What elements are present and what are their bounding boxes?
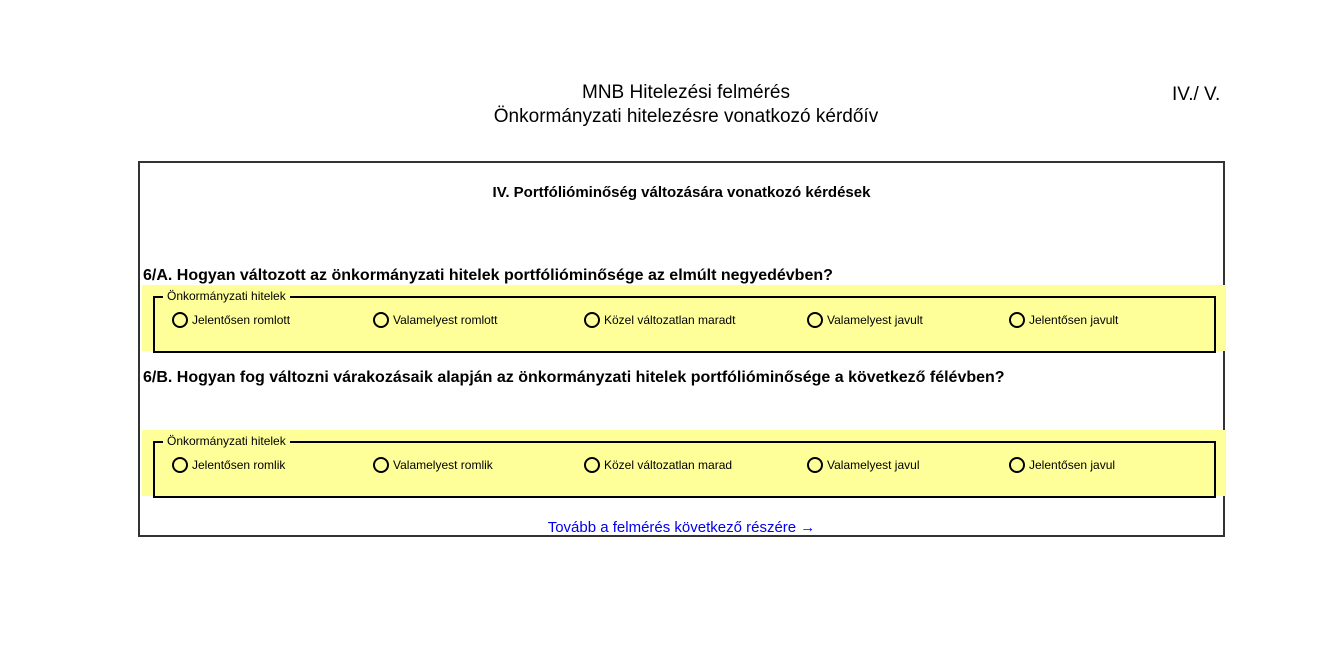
radio-icon[interactable]: [1009, 312, 1025, 328]
option-label: Valamelyest romlik: [393, 458, 493, 472]
page-indicator: IV./ V.: [1172, 84, 1221, 105]
option-label: Valamelyest javul: [827, 458, 920, 472]
group-label: Önkormányzati hitelek: [163, 433, 290, 449]
question-6a-band: [142, 285, 1226, 351]
radio-option-6a-2[interactable]: [373, 312, 497, 328]
option-label: Jelentősen javult: [1029, 313, 1119, 327]
radio-option-6a-1[interactable]: [172, 312, 290, 328]
question-6b-group: [153, 434, 1216, 498]
radio-icon[interactable]: [373, 457, 389, 473]
question-6b-band: [142, 430, 1226, 496]
option-label: Közel változatlan marad: [604, 458, 733, 472]
next-section-link[interactable]: Tovább a felmérés következő részére →: [547, 519, 816, 536]
option-label: Jelentősen romlik: [192, 458, 286, 472]
radio-icon[interactable]: [807, 312, 823, 328]
radio-option-6b-3[interactable]: [584, 457, 732, 473]
radio-option-6a-4[interactable]: [807, 312, 923, 328]
radio-icon[interactable]: [172, 312, 188, 328]
question-6a-group: [153, 289, 1216, 353]
option-label: Valamelyest javult: [827, 313, 923, 327]
radio-icon[interactable]: [172, 457, 188, 473]
option-label: Jelentősen romlott: [192, 313, 291, 327]
radio-option-6b-1[interactable]: [172, 457, 285, 473]
question-frame: [138, 161, 1225, 537]
radio-option-6a-5[interactable]: [1009, 312, 1118, 328]
question-6b-text: 6/B. Hogyan fog változni várakozásaik alapján az önkormányzati hitelek portfólióminősége a következő félévben?: [143, 369, 1005, 386]
question-6a-text: 6/A. Hogyan változott az önkormányzati hitelek portfólióminősége az elmúlt negyedévben?: [143, 267, 833, 284]
radio-icon[interactable]: [1009, 457, 1025, 473]
section-title: IV. Portfólióminőség változására vonatkozó kérdések: [492, 184, 871, 201]
survey-subtitle: Önkormányzati hitelezésre vonatkozó kérdőív: [493, 106, 879, 127]
option-label: Közel változatlan maradt: [604, 313, 736, 327]
radio-option-6b-2[interactable]: [373, 457, 493, 473]
radio-icon[interactable]: [584, 312, 600, 328]
survey-header: [0, 81, 1327, 129]
radio-icon[interactable]: [373, 312, 389, 328]
radio-option-6b-4[interactable]: [807, 457, 919, 473]
option-label: Jelentősen javul: [1029, 458, 1116, 472]
group-label: Önkormányzati hitelek: [163, 288, 290, 304]
radio-icon[interactable]: [807, 457, 823, 473]
radio-option-6b-5[interactable]: [1009, 457, 1115, 473]
survey-title: MNB Hitelezési felmérés: [582, 82, 790, 103]
radio-option-6a-3[interactable]: [584, 312, 735, 328]
option-label: Valamelyest romlott: [393, 313, 498, 327]
radio-icon[interactable]: [584, 457, 600, 473]
